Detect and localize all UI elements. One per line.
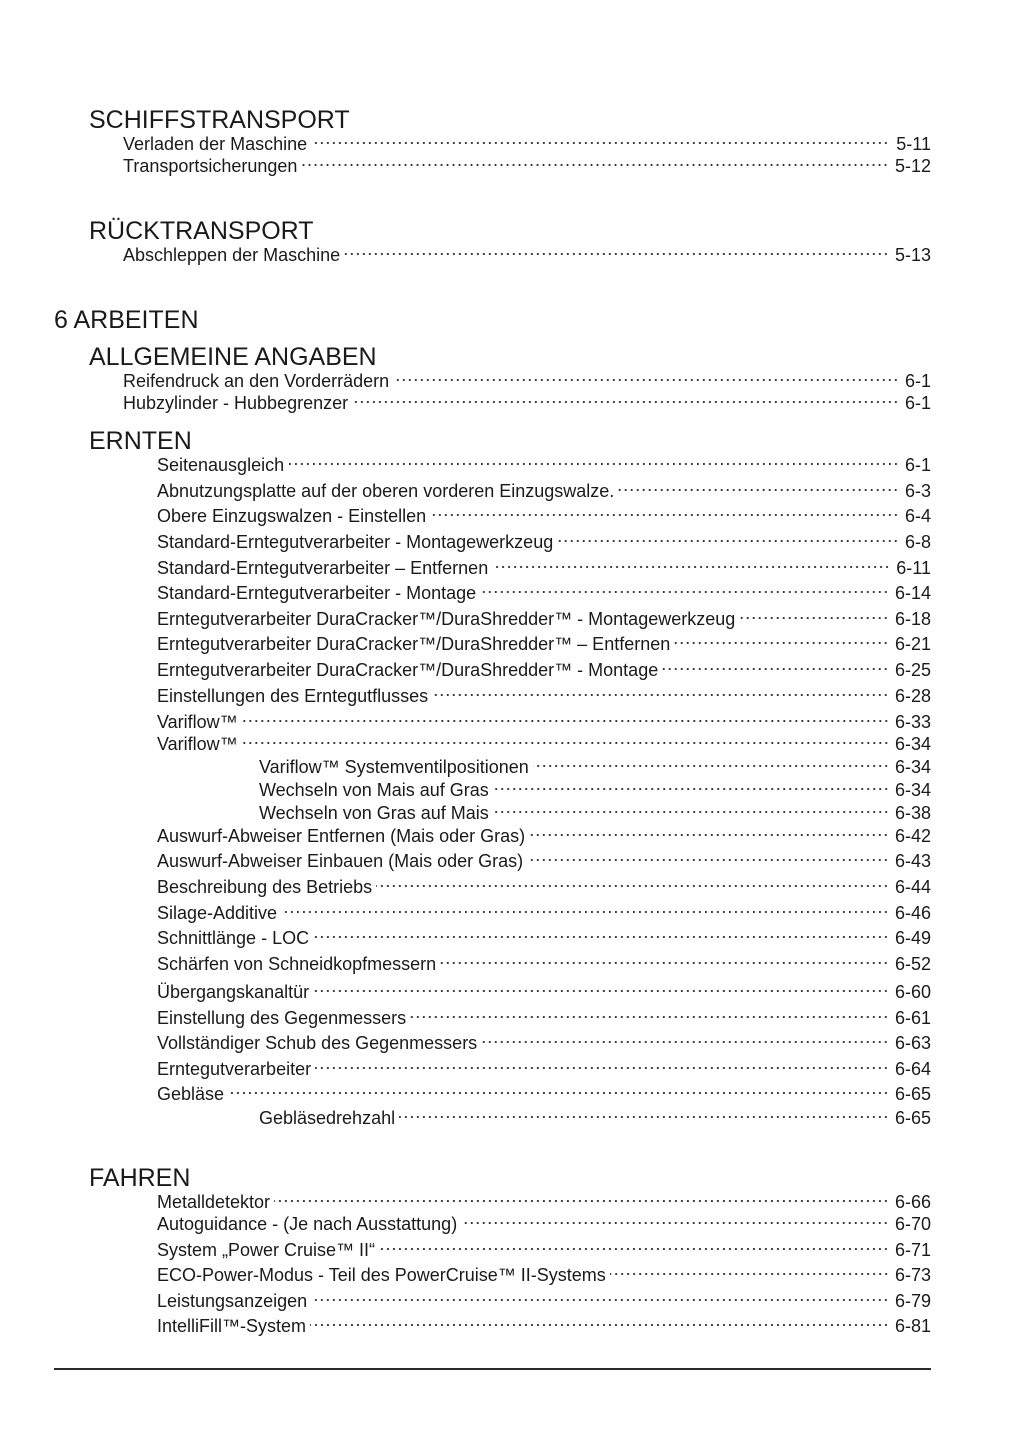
toc-entry[interactable] — [157, 582, 931, 604]
toc-entry-page: 6-49 — [894, 928, 931, 948]
toc-entry-label: Standard-Erntegutverarbeiter - Montagewerkzeug — [157, 532, 554, 552]
toc-entry-label: Erntegutverarbeiter DuraCracker™/DuraShredder™ – Entfernen — [157, 634, 671, 654]
toc-entry-label: Schärfen von Schneidkopfmessern — [157, 954, 437, 974]
toc-entry-label: Einstellung des Gegenmessers — [157, 1008, 407, 1028]
toc-entry[interactable] — [157, 1290, 931, 1312]
section-heading-ernten: ERNTEN — [89, 427, 192, 455]
toc-entry[interactable] — [157, 531, 931, 553]
dot-leader — [410, 1014, 889, 1020]
toc-entry[interactable] — [259, 779, 931, 801]
toc-entry-label: Übergangskanaltür — [157, 982, 310, 1002]
toc-entry-page: 5-11 — [896, 134, 931, 154]
dot-leader — [228, 1090, 889, 1096]
dot-leader — [662, 666, 889, 672]
toc-entry-label: Gebläse — [157, 1084, 225, 1104]
toc-entry-label: System „Power Cruise™ II“ — [157, 1240, 376, 1260]
toc-entry[interactable] — [123, 155, 931, 177]
chapter-heading: 6 ARBEITEN — [54, 306, 199, 334]
toc-entry[interactable] — [157, 685, 931, 707]
toc-entry[interactable] — [157, 659, 931, 681]
toc-entry-page: 6-28 — [894, 686, 931, 706]
toc-entry-page: 6-3 — [904, 481, 931, 501]
toc-entry-label: Abschleppen der Maschine — [123, 245, 341, 265]
toc-entry[interactable] — [157, 850, 931, 872]
toc-entry[interactable] — [157, 480, 931, 502]
toc-entry[interactable] — [157, 454, 931, 476]
toc-entry-page: 6-66 — [894, 1192, 931, 1212]
toc-entry-label: Vollständiger Schub des Gegenmessers — [157, 1033, 478, 1053]
toc-entry-label: Leistungsanzeigen — [157, 1291, 308, 1311]
toc-entry[interactable] — [157, 1213, 931, 1235]
toc-entry[interactable] — [157, 825, 931, 847]
dot-leader — [529, 832, 889, 838]
toc-entry-page: 6-46 — [894, 903, 931, 923]
toc-entry-page: 6-25 — [894, 660, 931, 680]
toc-entry-label: Obere Einzugswalzen - Einstellen — [157, 506, 427, 526]
toc-entry-page: 6-18 — [894, 609, 931, 629]
toc-entry-label: Reifendruck an den Vorderrädern — [123, 371, 390, 391]
toc-entry-label: Autoguidance - (Je nach Ausstattung) — [157, 1214, 458, 1234]
dot-leader — [557, 538, 899, 544]
toc-entry-label: Erntegutverarbeiter — [157, 1059, 312, 1079]
toc-entry[interactable] — [157, 981, 931, 1003]
dot-leader — [379, 1246, 889, 1252]
toc-entry-label: Schnittlänge - LOC — [157, 928, 310, 948]
toc-entry-label: Variflow™ — [157, 712, 238, 732]
dot-leader — [242, 740, 889, 746]
toc-entry[interactable] — [157, 1264, 931, 1286]
dot-leader — [274, 1198, 889, 1204]
toc-entry-page: 6-73 — [894, 1265, 931, 1285]
toc-entry-page: 6-65 — [894, 1084, 931, 1104]
section-heading-fahren: FAHREN — [89, 1164, 191, 1192]
toc-entry-page: 6-65 — [894, 1108, 931, 1128]
toc-entry-page: 5-13 — [894, 245, 931, 265]
toc-entry-page: 6-70 — [894, 1214, 931, 1234]
toc-entry-page: 6-4 — [904, 506, 931, 526]
dot-leader — [461, 1220, 889, 1226]
dot-leader — [301, 162, 889, 168]
dot-leader — [492, 564, 890, 570]
dot-leader — [480, 589, 889, 595]
toc-entry-label: Einstellungen des Erntegutflusses — [157, 686, 429, 706]
dot-leader — [376, 883, 889, 889]
toc-entry-label: Standard-Erntegutverarbeiter - Montage — [157, 583, 477, 603]
dot-leader — [440, 960, 889, 966]
toc-entry-page: 6-52 — [894, 954, 931, 974]
toc-entry-page: 6-63 — [894, 1033, 931, 1053]
toc-entry[interactable] — [157, 1032, 931, 1054]
toc-entry-label: Wechseln von Mais auf Gras — [259, 780, 489, 800]
toc-entry-page: 6-1 — [904, 393, 931, 413]
toc-entry-label: Auswurf-Abweiser Entfernen (Mais oder Gras) — [157, 826, 526, 846]
toc-entry[interactable] — [157, 608, 931, 630]
toc-entry-label: Gebläsedrehzahl — [259, 1108, 396, 1128]
footer-divider — [54, 1368, 931, 1370]
toc-entry-label: Verladen der Maschine — [123, 134, 308, 154]
toc-entry[interactable] — [259, 1107, 931, 1129]
toc-entry[interactable] — [157, 733, 931, 755]
toc-entry[interactable] — [259, 802, 931, 824]
toc-entry-page: 6-33 — [894, 712, 931, 732]
toc-entry[interactable] — [259, 756, 931, 778]
dot-leader — [432, 692, 889, 698]
toc-entry-page: 6-64 — [894, 1059, 931, 1079]
toc-entry-page: 6-43 — [894, 851, 931, 871]
dot-leader — [399, 1114, 889, 1120]
toc-entry-page: 6-44 — [894, 877, 931, 897]
toc-entry[interactable] — [123, 244, 931, 266]
toc-entry-label: IntelliFill™-System — [157, 1316, 307, 1336]
toc-entry[interactable] — [157, 1007, 931, 1029]
toc-entry-label: Beschreibung des Betriebs — [157, 877, 373, 897]
dot-leader — [493, 786, 889, 792]
dot-leader — [315, 1065, 889, 1071]
dot-leader — [313, 988, 889, 994]
toc-entry-page: 6-8 — [904, 532, 931, 552]
dot-leader — [344, 251, 889, 257]
toc-entry-page: 5-12 — [894, 156, 931, 176]
dot-leader — [242, 718, 889, 724]
dot-leader — [310, 1322, 889, 1328]
toc-entry-page: 6-34 — [894, 734, 931, 754]
toc-entry-page: 6-34 — [894, 757, 931, 777]
toc-entry[interactable] — [157, 876, 931, 898]
toc-entry-page: 6-1 — [904, 371, 931, 391]
toc-entry[interactable] — [157, 711, 931, 733]
toc-entry[interactable] — [123, 392, 931, 414]
toc-entry[interactable] — [157, 1315, 931, 1337]
toc-entry-label: Auswurf-Abweiser Einbauen (Mais oder Gras) — [157, 851, 524, 871]
toc-entry-page: 6-71 — [894, 1240, 931, 1260]
toc-entry-label: Variflow™ — [157, 734, 238, 754]
toc-entry-page: 6-42 — [894, 826, 931, 846]
dot-leader — [481, 1039, 889, 1045]
toc-entry-label: Erntegutverarbeiter DuraCracker™/DuraShredder™ - Montage — [157, 660, 659, 680]
toc-entry[interactable] — [157, 557, 931, 579]
dot-leader — [313, 934, 889, 940]
dot-leader — [311, 1297, 889, 1303]
toc-entry-label: Abnutzungsplatte auf der oberen vorderen Einzugswalze. — [157, 481, 615, 501]
dot-leader — [352, 399, 899, 405]
dot-leader — [430, 512, 899, 518]
dot-leader — [739, 615, 889, 621]
toc-entry-page: 6-79 — [894, 1291, 931, 1311]
toc-entry[interactable] — [157, 505, 931, 527]
toc-entry-page: 6-34 — [894, 780, 931, 800]
section-heading-schiffstransport: SCHIFFSTRANSPORT — [89, 106, 350, 134]
dot-leader — [393, 377, 899, 383]
toc-entry[interactable] — [157, 927, 931, 949]
dot-leader — [311, 140, 889, 146]
dot-leader — [610, 1271, 889, 1277]
dot-leader — [618, 487, 899, 493]
toc-entry-label: Seitenausgleich — [157, 455, 285, 475]
toc-entry[interactable] — [157, 1083, 931, 1105]
toc-entry-label: Standard-Erntegutverarbeiter – Entfernen — [157, 558, 489, 578]
toc-entry-page: 6-60 — [894, 982, 931, 1002]
dot-leader — [674, 640, 889, 646]
section-heading-allgemeine-angaben: ALLGEMEINE ANGABEN — [89, 343, 377, 371]
dot-leader — [288, 461, 899, 467]
toc-entry-page: 6-11 — [896, 558, 931, 578]
section-heading-ruecktransport: RÜCKTRANSPORT — [89, 217, 314, 245]
toc-entry-page: 6-38 — [894, 803, 931, 823]
toc-entry-label: Erntegutverarbeiter DuraCracker™/DuraShredder™ - Montagewerkzeug — [157, 609, 736, 629]
toc-entry[interactable] — [157, 633, 931, 655]
toc-entry-label: ECO-Power-Modus - Teil des PowerCruise™ II-Systems — [157, 1265, 606, 1285]
toc-entry-page: 6-81 — [894, 1316, 931, 1336]
toc-entry-page: 6-61 — [894, 1008, 931, 1028]
toc-entry[interactable] — [157, 1058, 931, 1080]
toc-entry-page: 6-21 — [894, 634, 931, 654]
dot-leader — [493, 809, 889, 815]
toc-entry-label: Variflow™ Systemventilpositionen — [259, 757, 529, 777]
toc-entry-label: Wechseln von Gras auf Mais — [259, 803, 489, 823]
toc-entry[interactable] — [157, 1239, 931, 1261]
toc-entry-page: 6-1 — [904, 455, 931, 475]
toc-entry-label: Metalldetektor — [157, 1192, 271, 1212]
toc-entry[interactable] — [123, 133, 931, 155]
toc-entry-page: 6-14 — [894, 583, 931, 603]
toc-entry[interactable] — [123, 370, 931, 392]
dot-leader — [527, 857, 889, 863]
toc-entry-label: Transportsicherungen — [123, 156, 298, 176]
dot-leader — [533, 763, 889, 769]
dot-leader — [281, 909, 889, 915]
toc-entry[interactable] — [157, 1191, 931, 1213]
toc-entry[interactable] — [157, 953, 931, 975]
toc-entry-label: Silage-Additive — [157, 903, 278, 923]
toc-entry-label: Hubzylinder - Hubbegrenzer — [123, 393, 349, 413]
toc-entry[interactable] — [157, 902, 931, 924]
